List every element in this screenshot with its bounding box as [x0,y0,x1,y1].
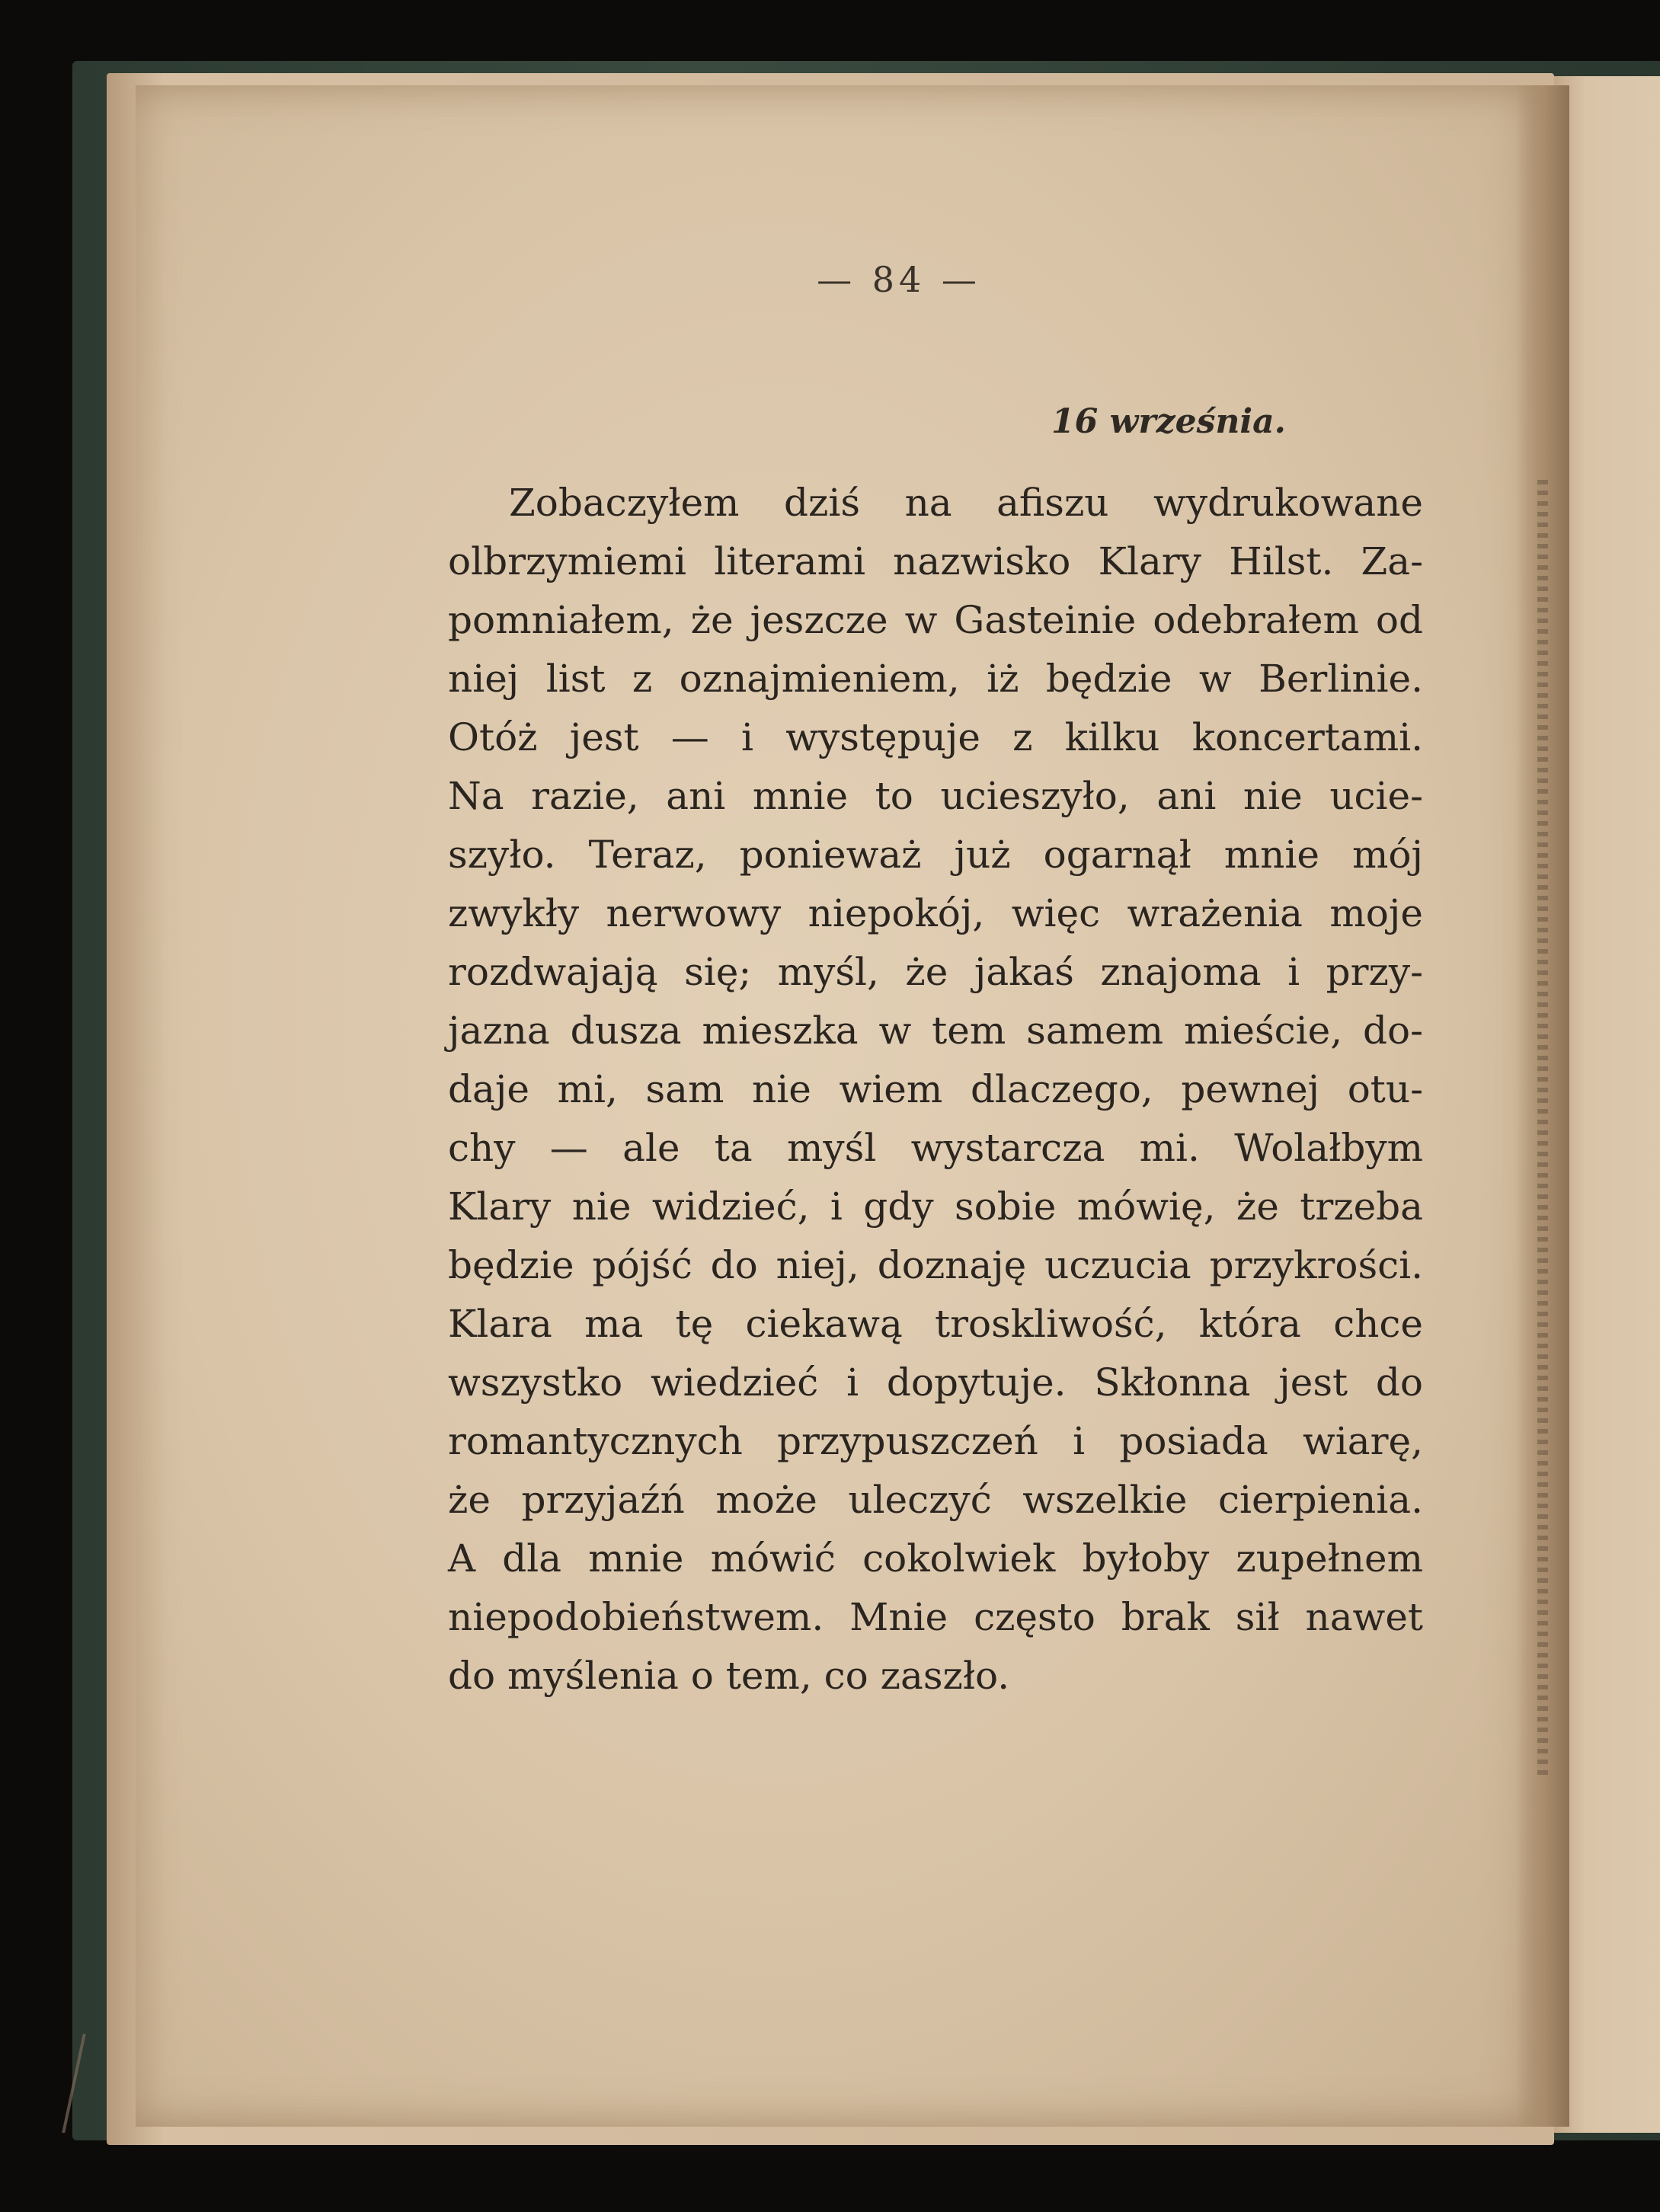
text-line: rozdwajają się; myśl, że jakaś znajoma i przy- [448,950,1423,994]
text-line: Zobaczyłem dziś na afiszu wydrukowane [509,481,1423,525]
text-line: romantycznych przypuszczeń i posiada wiarę, [448,1419,1423,1463]
text-line: do myślenia o tem, co zaszło. [448,1654,1010,1698]
text-line: wszystko wiedzieć i dopytuje. Skłonna jest do [448,1360,1423,1405]
text-line: Otóż jest — i występuje z kilku koncertami. [448,715,1423,759]
facing-page-edge [1554,76,1660,2133]
text-line: zwykły nerwowy niepokój, więc wrażenia moje [448,891,1423,935]
text-line: Na razie, ani mnie to ucieszyło, ani nie ucie- [448,774,1423,818]
page-number: — 84 — [817,259,981,300]
text-line: olbrzymiemi literami nazwisko Klary Hilst. Za- [448,539,1423,583]
text-line: daje mi, sam nie wiem dlaczego, pewnej otu- [448,1067,1423,1111]
text-line: niej list z oznajmieniem, iż będzie w Berlinie. [448,657,1423,701]
text-line: jazna dusza mieszka w tem samem mieście, do- [448,1009,1423,1053]
text-line: A dla mnie mówić cokolwiek byłoby zupełnem [448,1536,1423,1581]
binding-stitches [1537,480,1548,1775]
diary-date-heading: 16 września. [1051,402,1286,441]
text-line: że przyjaźń może uleczyć wszelkie cierpienia. [448,1478,1423,1522]
text-line: niepodobieństwem. Mnie często brak sił nawet [448,1595,1423,1639]
text-line: Klara ma tę ciekawą troskliwość, która chce [448,1302,1423,1346]
text-line: będzie pójść do niej, doznaję uczucia przykrości. [448,1243,1423,1287]
text-line: szyło. Teraz, ponieważ już ogarnął mnie mój [448,833,1423,877]
text-line: pomniałem, że jeszcze w Gasteinie odebrałem od [448,598,1423,642]
text-line: chy — ale ta myśl wystarcza mi. Wolałbym [448,1126,1423,1170]
diary-entry-text [448,474,1423,1705]
text-line: Klary nie widzieć, i gdy sobie mówię, że trzeba [448,1184,1423,1229]
